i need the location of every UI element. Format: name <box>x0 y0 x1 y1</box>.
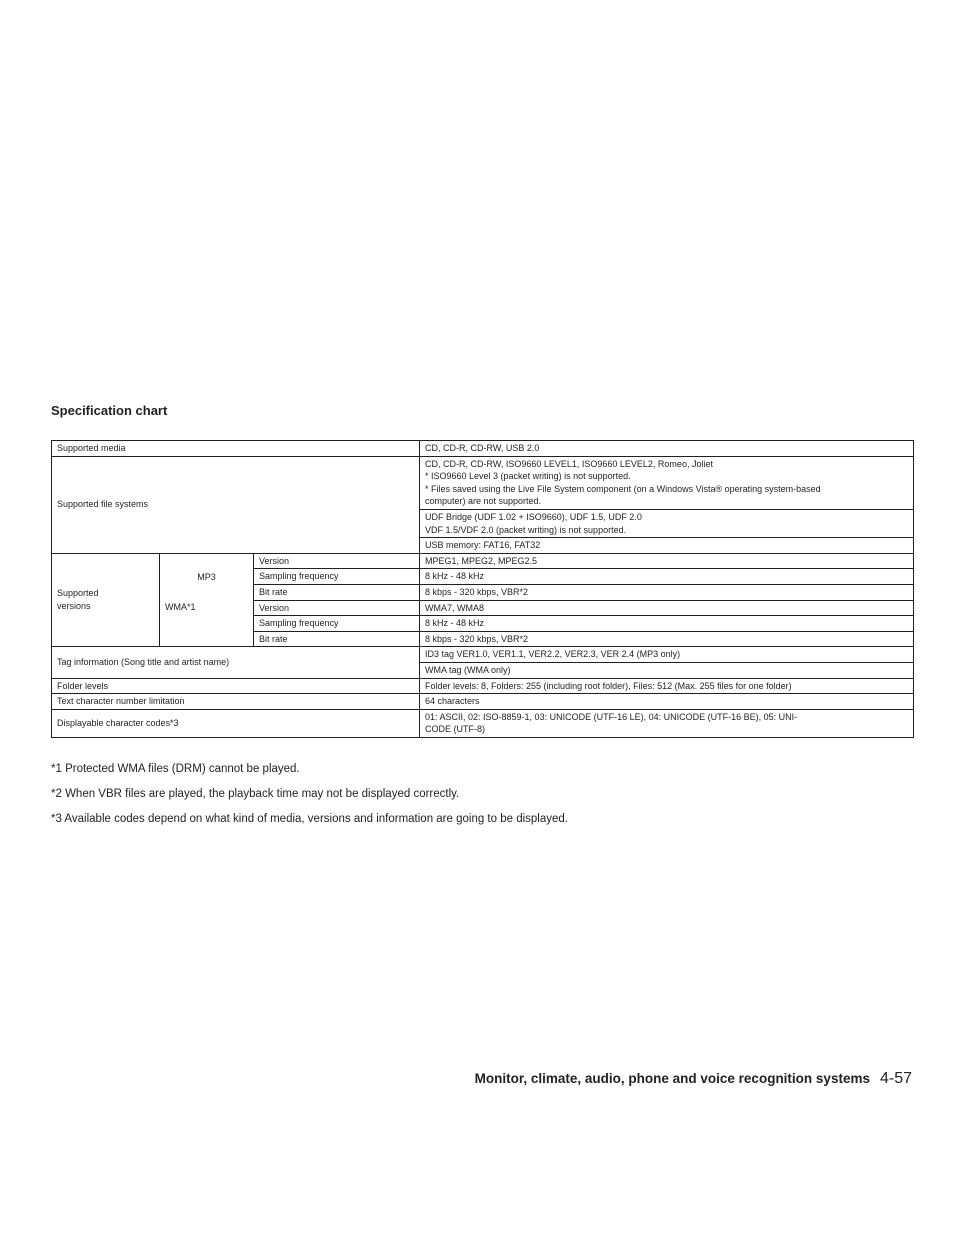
footnote-2: *2 When VBR files are played, the playback time may not be displayed correctly. <box>51 788 460 800</box>
table-row <box>52 441 914 457</box>
row-label: Supported versions <box>52 553 160 647</box>
row-value: 64 characters <box>420 694 914 710</box>
footnote-3: *3 Available codes depend on what kind of media, versions and information are going to be displayed. <box>51 813 568 825</box>
table-row <box>52 600 914 616</box>
table-row <box>52 647 914 663</box>
section-title: Specification chart <box>51 403 168 418</box>
param-value: 8 kHz - 48 kHz <box>420 569 914 585</box>
table-row <box>52 678 914 694</box>
row-label: Tag information (Song title and artist name) <box>52 647 420 678</box>
row-label: Text character number limitation <box>52 694 420 710</box>
table-row <box>52 694 914 710</box>
row-value: ID3 tag VER1.0, VER1.1, VER2.2, VER2.3, VER 2.4 (MP3 only) <box>420 647 914 663</box>
row-value: CD, CD-R, CD-RW, USB 2.0 <box>420 441 914 457</box>
page-footer <box>475 1070 912 1088</box>
param-name: Sampling frequency <box>254 616 420 632</box>
table-row <box>52 456 914 509</box>
param-value: 8 kbps - 320 kbps, VBR*2 <box>420 631 914 647</box>
row-value: 01: ASCII, 02: ISO-8859-1, 03: UNICODE (UTF-16 LE), 04: UNICODE (UTF-16 BE), 05: UNI- CODE (UTF-8) <box>420 709 914 737</box>
param-name: Sampling frequency <box>254 569 420 585</box>
param-value: 8 kHz - 48 kHz <box>420 616 914 632</box>
format-label: MP3 <box>160 553 254 600</box>
specification-table <box>51 440 914 738</box>
format-label: WMA*1 <box>160 600 254 647</box>
row-value: WMA tag (WMA only) <box>420 662 914 678</box>
table-row <box>52 709 914 737</box>
param-name: Bit rate <box>254 631 420 647</box>
row-value: Folder levels: 8, Folders: 255 (including root folder), Files: 512 (Max. 255 files for one folder) <box>420 678 914 694</box>
param-name: Version <box>254 553 420 569</box>
page-number: 4-57 <box>879 1070 912 1087</box>
row-label: Folder levels <box>52 678 420 694</box>
param-name: Bit rate <box>254 584 420 600</box>
row-value: CD, CD-R, CD-RW, ISO9660 LEVEL1, ISO9660 LEVEL2, Romeo, Joliet * ISO9660 Level 3 (packet writing) is not supported. * Files saved using the Live File System component (on a Windows Vista® operating system-based computer) are not supported. <box>420 456 914 509</box>
row-value: USB memory: FAT16, FAT32 <box>420 538 914 554</box>
param-value: WMA7, WMA8 <box>420 600 914 616</box>
param-name: Version <box>254 600 420 616</box>
footer-section-title: Monitor, climate, audio, phone and voice recognition systems <box>474 1071 870 1086</box>
param-value: MPEG1, MPEG2, MPEG2.5 <box>420 553 914 569</box>
table-row <box>52 553 914 569</box>
row-label: Supported file systems <box>52 456 420 553</box>
param-value: 8 kbps - 320 kbps, VBR*2 <box>420 584 914 600</box>
row-label: Supported media <box>52 441 420 457</box>
footnote-1: *1 Protected WMA files (DRM) cannot be played. <box>51 763 300 775</box>
row-label: Displayable character codes*3 <box>52 709 420 737</box>
row-value: UDF Bridge (UDF 1.02 + ISO9660), UDF 1.5, UDF 2.0 VDF 1.5/VDF 2.0 (packet writing) is not supported. <box>420 509 914 537</box>
